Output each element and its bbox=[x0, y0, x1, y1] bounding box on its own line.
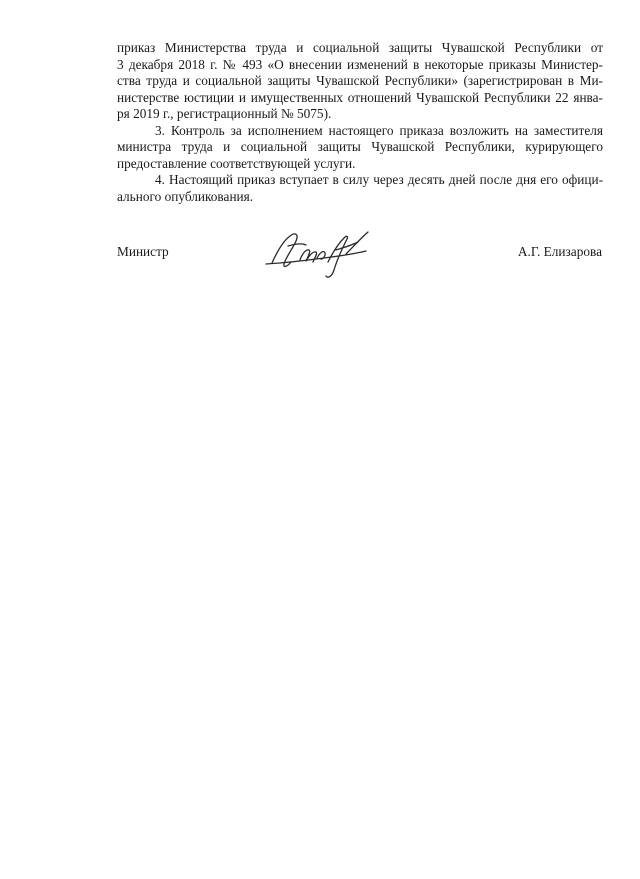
paragraph-4-line-2: ального опубликования. bbox=[117, 188, 254, 204]
paragraph-3-line-2: министра труда и социальной защиты Чувашской Республики, курирующего bbox=[117, 139, 603, 154]
paragraph-1-line-5: ря 2019 г., регистрационный № 5075). bbox=[117, 106, 332, 121]
paragraph-1-line-2: 3 декабря 2018 г. № 493 «О внесении изменений в некоторые приказы Министер- bbox=[117, 56, 603, 72]
handwritten-signature-icon bbox=[262, 224, 374, 282]
paragraph-4-line-1: 4. Настоящий приказ вступает в силу через десять дней после дня его офици- bbox=[155, 172, 603, 187]
document-body bbox=[117, 40, 603, 205]
paragraph-1-line-1: приказ Министерства труда и социальной защиты Чувашской Республики от bbox=[117, 40, 603, 55]
paragraph-1-line-3: ства труда и социальной защиты Чувашской Республики» (зарегистрирован в Ми- bbox=[117, 73, 603, 88]
paragraph-3-line-1: 3. Контроль за исполнением настоящего приказа возложить на заместителя bbox=[155, 122, 603, 138]
paragraph-1-line-4: нистерстве юстиции и имущественных отношений Чувашской Республики 22 янва- bbox=[117, 89, 603, 105]
paragraph-3-line-3: предоставление соответствующей услуги. bbox=[117, 155, 356, 171]
signer-name: А.Г. Елизарова bbox=[517, 244, 602, 259]
signer-position: Министр bbox=[117, 244, 169, 259]
